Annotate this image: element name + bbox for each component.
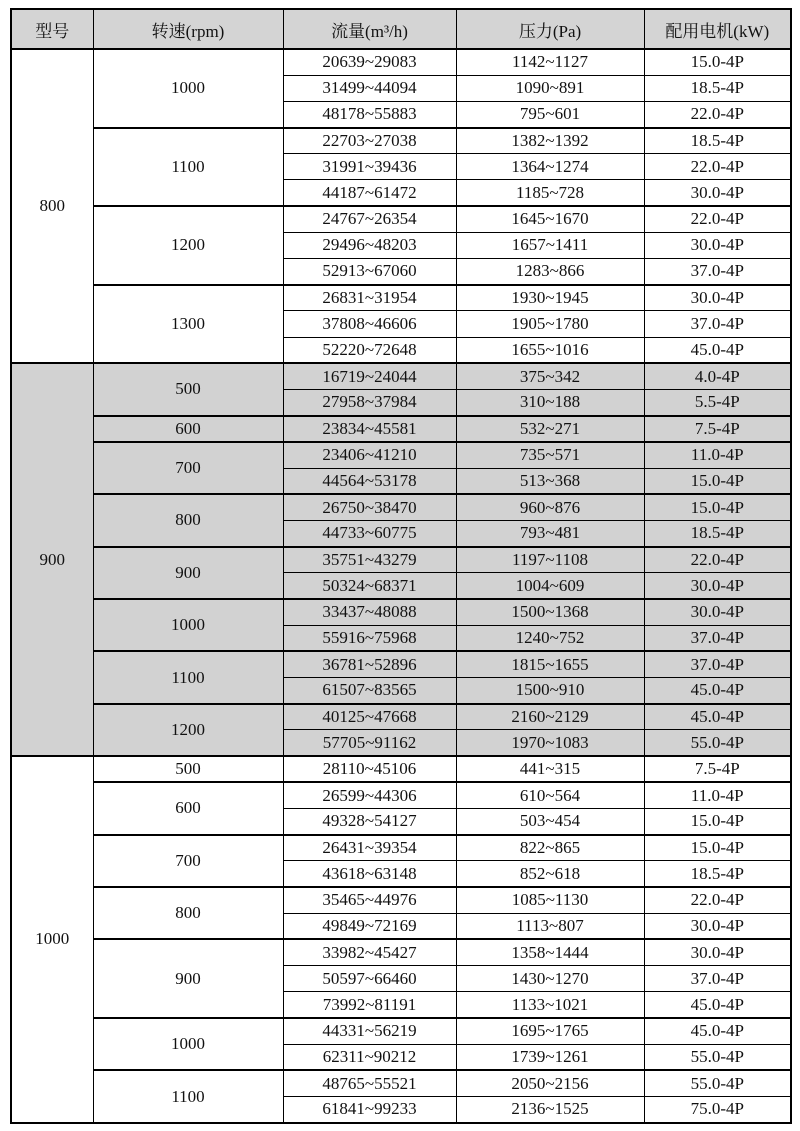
- pressure-cell: 310~188: [456, 389, 644, 415]
- header-row: [11, 9, 791, 49]
- flow-cell: 57705~91162: [283, 730, 456, 756]
- motor-cell: 18.5-4P: [644, 75, 791, 101]
- pressure-cell: 1240~752: [456, 625, 644, 651]
- pressure-cell: 1185~728: [456, 180, 644, 206]
- speed-cell: 600: [93, 416, 283, 442]
- pressure-cell: 375~342: [456, 363, 644, 389]
- motor-cell: 45.0-4P: [644, 704, 791, 730]
- flow-cell: 52220~72648: [283, 337, 456, 363]
- spec-table-header: [11, 9, 791, 49]
- flow-cell: 44331~56219: [283, 1018, 456, 1044]
- speed-cell: 1000: [93, 599, 283, 651]
- speed-cell: 1200: [93, 206, 283, 285]
- motor-cell: 30.0-4P: [644, 939, 791, 965]
- motor-cell: 22.0-4P: [644, 547, 791, 573]
- flow-cell: 31499~44094: [283, 75, 456, 101]
- pressure-cell: 1930~1945: [456, 285, 644, 311]
- pressure-cell: 2136~1525: [456, 1097, 644, 1123]
- flow-cell: 20639~29083: [283, 49, 456, 75]
- flow-cell: 52913~67060: [283, 259, 456, 285]
- pressure-cell: 1283~866: [456, 259, 644, 285]
- motor-cell: 45.0-4P: [644, 992, 791, 1018]
- flow-cell: 24767~26354: [283, 206, 456, 232]
- motor-cell: 45.0-4P: [644, 337, 791, 363]
- flow-cell: 50324~68371: [283, 573, 456, 599]
- flow-cell: 44187~61472: [283, 180, 456, 206]
- pressure-cell: 1133~1021: [456, 992, 644, 1018]
- table-row: [11, 49, 791, 75]
- col-header-pressure: 压力(Pa): [456, 9, 644, 49]
- motor-cell: 18.5-4P: [644, 520, 791, 546]
- flow-cell: 50597~66460: [283, 966, 456, 992]
- flow-cell: 28110~45106: [283, 756, 456, 782]
- motor-cell: 30.0-4P: [644, 232, 791, 258]
- motor-cell: 30.0-4P: [644, 573, 791, 599]
- pressure-cell: 1815~1655: [456, 651, 644, 677]
- col-header-model: 型号: [11, 9, 93, 49]
- motor-cell: 22.0-4P: [644, 206, 791, 232]
- pressure-cell: 1905~1780: [456, 311, 644, 337]
- motor-cell: 15.0-4P: [644, 494, 791, 520]
- motor-cell: 75.0-4P: [644, 1097, 791, 1123]
- table-row: [11, 887, 791, 913]
- spec-table: [10, 8, 792, 1124]
- col-header-flow: 流量(m³/h): [283, 9, 456, 49]
- pressure-cell: 1645~1670: [456, 206, 644, 232]
- flow-cell: 49849~72169: [283, 913, 456, 939]
- speed-cell: 900: [93, 547, 283, 599]
- speed-cell: 500: [93, 363, 283, 415]
- pressure-cell: 1500~910: [456, 678, 644, 704]
- motor-cell: 15.0-4P: [644, 49, 791, 75]
- flow-cell: 27958~37984: [283, 389, 456, 415]
- flow-cell: 44733~60775: [283, 520, 456, 546]
- motor-cell: 15.0-4P: [644, 835, 791, 861]
- model-cell: 900: [11, 363, 93, 756]
- pressure-cell: 1970~1083: [456, 730, 644, 756]
- col-header-speed: 转速(rpm): [93, 9, 283, 49]
- pressure-cell: 1004~609: [456, 573, 644, 599]
- pressure-cell: 793~481: [456, 520, 644, 546]
- flow-cell: 23834~45581: [283, 416, 456, 442]
- table-row: [11, 599, 791, 625]
- flow-cell: 26831~31954: [283, 285, 456, 311]
- pressure-cell: 852~618: [456, 861, 644, 887]
- flow-cell: 31991~39436: [283, 154, 456, 180]
- motor-cell: 22.0-4P: [644, 887, 791, 913]
- flow-cell: 49328~54127: [283, 808, 456, 834]
- motor-cell: 30.0-4P: [644, 180, 791, 206]
- pressure-cell: 2050~2156: [456, 1070, 644, 1096]
- pressure-cell: 795~601: [456, 101, 644, 127]
- speed-cell: 1100: [93, 1070, 283, 1122]
- flow-cell: 44564~53178: [283, 468, 456, 494]
- table-row: [11, 756, 791, 782]
- flow-cell: 43618~63148: [283, 861, 456, 887]
- flow-cell: 22703~27038: [283, 128, 456, 154]
- pressure-cell: 1500~1368: [456, 599, 644, 625]
- speed-cell: 1300: [93, 285, 283, 364]
- motor-cell: 30.0-4P: [644, 285, 791, 311]
- pressure-cell: 1739~1261: [456, 1044, 644, 1070]
- flow-cell: 29496~48203: [283, 232, 456, 258]
- pressure-cell: 513~368: [456, 468, 644, 494]
- model-cell: 1000: [11, 756, 93, 1123]
- flow-cell: 48765~55521: [283, 1070, 456, 1096]
- pressure-cell: 1085~1130: [456, 887, 644, 913]
- spec-table-body: [11, 49, 791, 1123]
- motor-cell: 22.0-4P: [644, 154, 791, 180]
- model-cell: 800: [11, 49, 93, 363]
- table-row: [11, 782, 791, 808]
- motor-cell: 18.5-4P: [644, 861, 791, 887]
- motor-cell: 55.0-4P: [644, 730, 791, 756]
- flow-cell: 16719~24044: [283, 363, 456, 389]
- table-row: [11, 416, 791, 442]
- pressure-cell: 610~564: [456, 782, 644, 808]
- speed-cell: 800: [93, 494, 283, 546]
- motor-cell: 37.0-4P: [644, 259, 791, 285]
- speed-cell: 1000: [93, 49, 283, 128]
- flow-cell: 48178~55883: [283, 101, 456, 127]
- speed-cell: 800: [93, 887, 283, 939]
- table-row: [11, 206, 791, 232]
- motor-cell: 45.0-4P: [644, 1018, 791, 1044]
- table-row: [11, 704, 791, 730]
- motor-cell: 15.0-4P: [644, 808, 791, 834]
- motor-cell: 45.0-4P: [644, 678, 791, 704]
- table-row: [11, 494, 791, 520]
- motor-cell: 55.0-4P: [644, 1070, 791, 1096]
- pressure-cell: 1382~1392: [456, 128, 644, 154]
- pressure-cell: 1090~891: [456, 75, 644, 101]
- pressure-cell: 1430~1270: [456, 966, 644, 992]
- speed-cell: 1100: [93, 651, 283, 703]
- flow-cell: 73992~81191: [283, 992, 456, 1018]
- motor-cell: 11.0-4P: [644, 782, 791, 808]
- pressure-cell: 532~271: [456, 416, 644, 442]
- pressure-cell: 441~315: [456, 756, 644, 782]
- flow-cell: 40125~47668: [283, 704, 456, 730]
- pressure-cell: 1364~1274: [456, 154, 644, 180]
- motor-cell: 37.0-4P: [644, 966, 791, 992]
- flow-cell: 55916~75968: [283, 625, 456, 651]
- speed-cell: 1200: [93, 704, 283, 756]
- speed-cell: 700: [93, 442, 283, 494]
- table-row: [11, 651, 791, 677]
- flow-cell: 61507~83565: [283, 678, 456, 704]
- pressure-cell: 1113~807: [456, 913, 644, 939]
- flow-cell: 36781~52896: [283, 651, 456, 677]
- motor-cell: 55.0-4P: [644, 1044, 791, 1070]
- table-row: [11, 128, 791, 154]
- flow-cell: 26599~44306: [283, 782, 456, 808]
- table-row: [11, 1018, 791, 1044]
- motor-cell: 7.5-4P: [644, 756, 791, 782]
- speed-cell: 900: [93, 939, 283, 1018]
- flow-cell: 26750~38470: [283, 494, 456, 520]
- speed-cell: 600: [93, 782, 283, 834]
- speed-cell: 1000: [93, 1018, 283, 1070]
- table-row: [11, 547, 791, 573]
- table-row: [11, 939, 791, 965]
- flow-cell: 33437~48088: [283, 599, 456, 625]
- flow-cell: 33982~45427: [283, 939, 456, 965]
- pressure-cell: 1358~1444: [456, 939, 644, 965]
- motor-cell: 37.0-4P: [644, 625, 791, 651]
- pressure-cell: 1197~1108: [456, 547, 644, 573]
- table-row: [11, 285, 791, 311]
- flow-cell: 26431~39354: [283, 835, 456, 861]
- motor-cell: 37.0-4P: [644, 651, 791, 677]
- pressure-cell: 1142~1127: [456, 49, 644, 75]
- flow-cell: 62311~90212: [283, 1044, 456, 1070]
- speed-cell: 1100: [93, 128, 283, 207]
- pressure-cell: 822~865: [456, 835, 644, 861]
- flow-cell: 35751~43279: [283, 547, 456, 573]
- table-row: [11, 442, 791, 468]
- flow-cell: 35465~44976: [283, 887, 456, 913]
- pressure-cell: 503~454: [456, 808, 644, 834]
- motor-cell: 7.5-4P: [644, 416, 791, 442]
- pressure-cell: 735~571: [456, 442, 644, 468]
- motor-cell: 5.5-4P: [644, 389, 791, 415]
- speed-cell: 500: [93, 756, 283, 782]
- col-header-motor: 配用电机(kW): [644, 9, 791, 49]
- flow-cell: 61841~99233: [283, 1097, 456, 1123]
- pressure-cell: 1655~1016: [456, 337, 644, 363]
- pressure-cell: 960~876: [456, 494, 644, 520]
- motor-cell: 30.0-4P: [644, 599, 791, 625]
- motor-cell: 37.0-4P: [644, 311, 791, 337]
- motor-cell: 30.0-4P: [644, 913, 791, 939]
- flow-cell: 37808~46606: [283, 311, 456, 337]
- pressure-cell: 1695~1765: [456, 1018, 644, 1044]
- table-row: [11, 1070, 791, 1096]
- motor-cell: 18.5-4P: [644, 128, 791, 154]
- motor-cell: 11.0-4P: [644, 442, 791, 468]
- pressure-cell: 2160~2129: [456, 704, 644, 730]
- pressure-cell: 1657~1411: [456, 232, 644, 258]
- speed-cell: 700: [93, 835, 283, 887]
- flow-cell: 23406~41210: [283, 442, 456, 468]
- motor-cell: 22.0-4P: [644, 101, 791, 127]
- motor-cell: 4.0-4P: [644, 363, 791, 389]
- table-row: [11, 835, 791, 861]
- motor-cell: 15.0-4P: [644, 468, 791, 494]
- table-row: [11, 363, 791, 389]
